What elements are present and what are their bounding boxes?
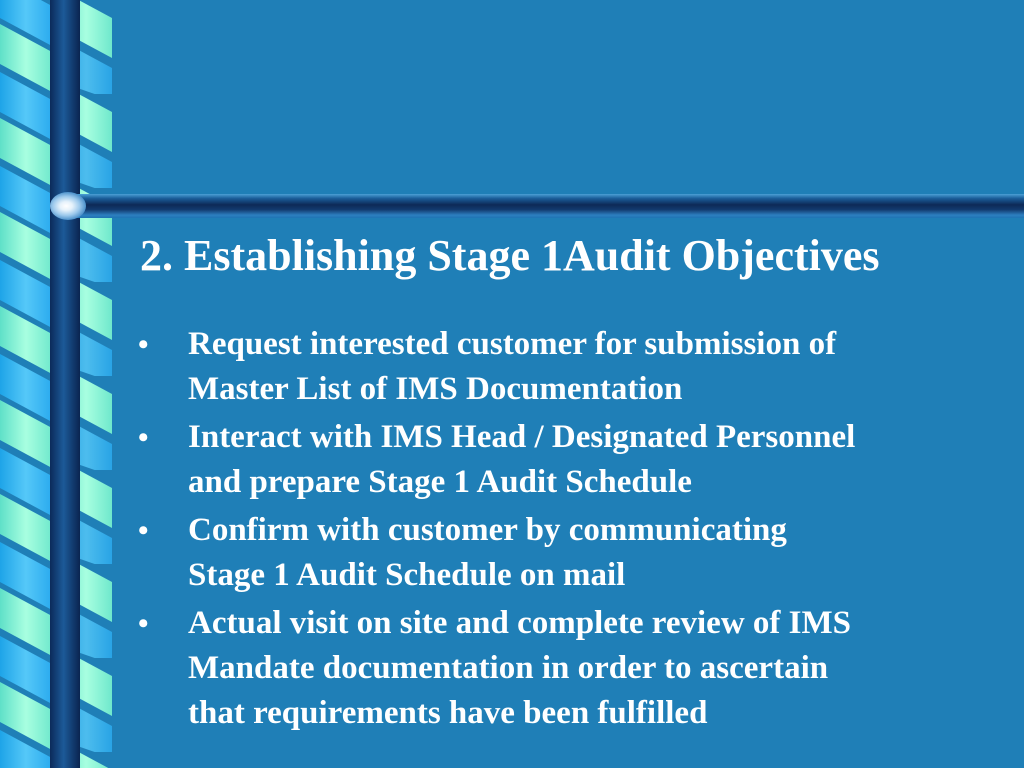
bullet-line: Confirm with customer by communicating [188, 512, 787, 548]
bullet-icon: • [138, 514, 149, 547]
bullet-icon: • [138, 328, 149, 361]
bullet-text [188, 508, 1008, 598]
list-item [138, 508, 1008, 598]
divider-rod [60, 194, 1024, 218]
bullet-line: Interact with IMS Head / Designated Personnel [188, 419, 856, 455]
list-item [138, 415, 1008, 505]
list-item [138, 322, 1008, 412]
bullet-line: Stage 1 Audit Schedule on mail [188, 557, 626, 593]
bullet-text [188, 415, 1008, 505]
bullet-line: and prepare Stage 1 Audit Schedule [188, 464, 692, 500]
rod-knob-highlight [50, 192, 86, 220]
bullet-icon: • [138, 421, 149, 454]
bullet-line: that requirements have been fulfilled [188, 695, 708, 731]
bullet-list [138, 322, 1008, 739]
list-item [138, 601, 1008, 736]
bullet-line: Master List of IMS Documentation [188, 371, 683, 407]
bullet-text [188, 322, 1008, 412]
bullet-text [188, 601, 1008, 736]
slide-title: 2. Establishing Stage 1Audit Objectives [140, 231, 880, 280]
spiral-ribbon-decoration [0, 0, 112, 768]
bullet-line: Actual visit on site and complete review of IMS [188, 605, 851, 641]
bullet-line: Request interested customer for submission of [188, 326, 837, 362]
bullet-icon: • [138, 607, 149, 640]
bullet-line: Mandate documentation in order to ascertain [188, 650, 829, 686]
